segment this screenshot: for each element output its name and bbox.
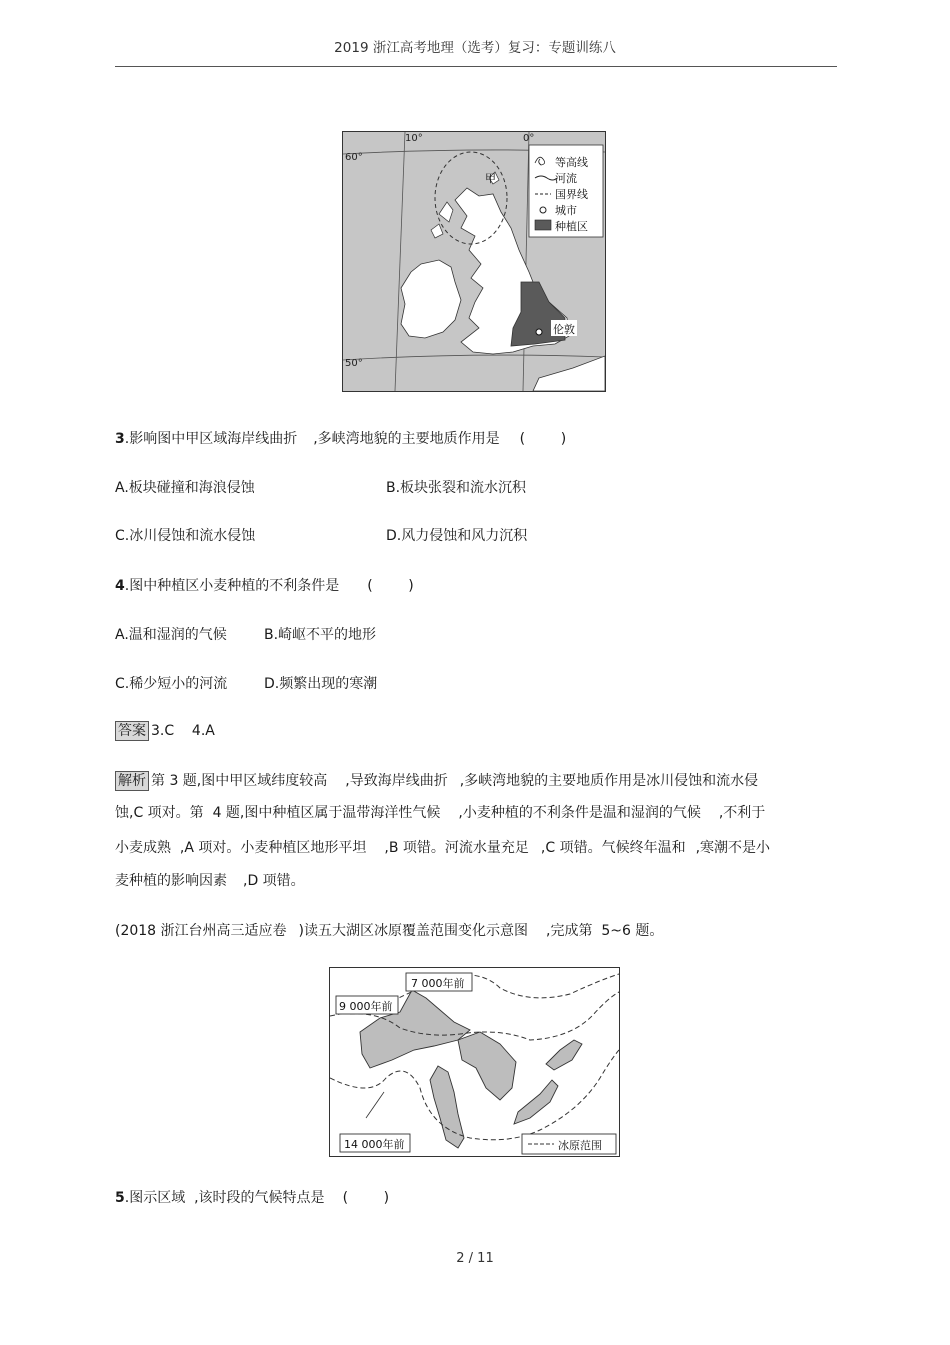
question-4-stem: 4.图中种植区小麦种植的不利条件是 ( ) [115,578,414,594]
answer-tag: 答案 [115,721,149,741]
lon-label-10: 10° [405,133,423,144]
question-3-option-b[interactable]: B.板块张裂和流水沉积 [386,480,527,496]
explanation-tag: 解析 [115,771,149,791]
label-9000: 9 000年前 [339,1000,393,1013]
question-4-option-d[interactable]: D.频繁出现的寒潮 [264,676,378,692]
question-4-option-a[interactable]: A.温和湿润的气候 [115,627,227,643]
svg-text:河流: 河流 [555,172,577,185]
explanation-line-2: 蚀,C 项对。第 4 题,图中种植区属于温带海洋性气候 ,小麦种植的不利条件是温和湿润的气候 ,不利于 [115,805,766,821]
planting-area-swatch [535,220,551,230]
great-lakes-map [329,967,620,1157]
label-14000: 14 000年前 [344,1138,405,1151]
lat-label-60: 60° [345,152,363,163]
london-label: 伦敦 [553,323,575,336]
page-number: 2 / 11 [456,1251,494,1266]
svg-text:等高线: 等高线 [555,156,588,169]
svg-text:国界线: 国界线 [555,188,588,201]
explanation-line-3: 小麦成熟 ,A 项对。小麦种植区地形平坦 ,B 项错。河流水量充足 ,C 项错。气候终年温和 ,寒潮不是小 [115,840,771,856]
question-3-option-c[interactable]: C.冰川侵蚀和流水侵蚀 [115,528,256,544]
document-header-title: 2019 浙江高考地理（选考）复习：专题训练八 [334,40,616,56]
map2-legend [522,1134,616,1154]
city-icon [540,207,546,213]
svg-text:种植区: 种植区 [555,220,588,233]
question-3-option-d[interactable]: D.风力侵蚀和风力沉积 [386,528,528,544]
question-4-option-c[interactable]: C.稀少短小的河流 [115,676,228,692]
british-isles-map [342,131,606,392]
answer-text: 3.C 4.A [151,723,215,739]
label-7000: 7 000年前 [411,977,465,990]
svg-text:冰原范围: 冰原范围 [558,1139,602,1152]
header-divider [115,66,837,67]
svg-text:城市: 城市 [555,204,577,217]
question-3-stem: 3.影响图中甲区域海岸线曲折 ,多峡湾地貌的主要地质作用是 ( ) [115,431,567,447]
answer-line [115,721,215,741]
lat-label-50: 50° [345,358,363,369]
explanation-line-1: 解析 第 3 题,图中甲区域纬度较高 ,导致海岸线曲折 ,多峡湾地貌的主要地质作用是冰川侵蚀和流水侵 [115,771,758,791]
region-jia-label: 甲 [485,172,496,185]
question-5-stem: 5.图示区域 ,该时段的气候特点是 ( ) [115,1190,390,1206]
map1-legend [529,145,603,237]
question-3-option-a[interactable]: A.板块碰撞和海浪侵蚀 [115,480,255,496]
lon-label-0: 0° [523,133,535,144]
question-group-intro: (2018 浙江台州高三适应卷 )读五大湖区冰原覆盖范围变化示意图 ,完成第 5~6 题。 [115,923,664,939]
explanation-line-4: 麦种植的影响因素 ,D 项错。 [115,873,305,889]
question-4-option-b[interactable]: B.崎岖不平的地形 [264,627,377,643]
